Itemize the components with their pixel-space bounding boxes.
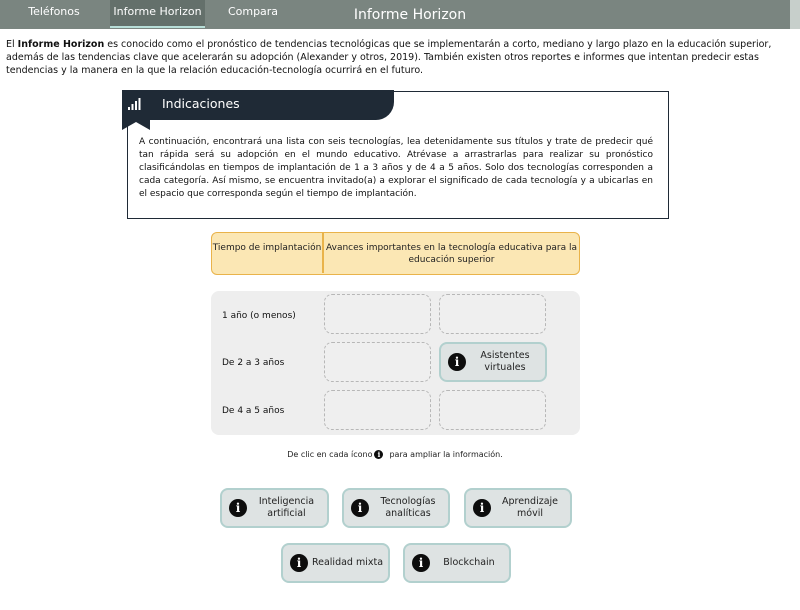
drop-slot-1-year-b[interactable] bbox=[439, 294, 546, 334]
column-header-advances: Avances importantes en la tecnología educativa para la educación superior bbox=[325, 243, 578, 265]
intro-bold-term: Informe Horizon bbox=[17, 39, 105, 50]
top-nav-bar bbox=[0, 0, 800, 42]
drop-slot-4-5-years-b[interactable] bbox=[439, 390, 546, 430]
intro-prefix: El bbox=[6, 39, 18, 50]
info-icon[interactable]: i bbox=[473, 499, 491, 517]
info-icon[interactable]: i bbox=[351, 499, 369, 517]
tab-compara[interactable]: Compara bbox=[227, 5, 279, 18]
option-chip-aprendizaje-movil[interactable] bbox=[464, 488, 572, 528]
row-label-4-5-years: De 4 a 5 años bbox=[222, 406, 285, 416]
option-chip-blockchain[interactable] bbox=[403, 543, 511, 583]
top-bar-edge bbox=[790, 0, 800, 29]
tab-informe-horizon[interactable]: Informe Horizon bbox=[110, 0, 205, 28]
chip-label: Inteligencia artificial bbox=[258, 496, 315, 519]
tab-telefonos-inteligentes[interactable]: Teléfonos inteligentes bbox=[21, 5, 87, 42]
drop-grid bbox=[211, 291, 580, 435]
signal-bars-icon bbox=[128, 98, 142, 110]
chip-label: Aprendizaje móvil bbox=[501, 496, 559, 519]
chip-label: Tecnologías analíticas bbox=[380, 496, 436, 519]
table-header bbox=[211, 232, 580, 275]
intro-rest: es conocido como el pronóstico de tendencias tecnológicas que se implementarán a corto, mediano y largo plazo en la educación superior, además de las tendencias clave que acelerarán su adopción (Alexander y otros, 2019). También existen otros reportes e informes que intentan predecir estas tendencias y la manera en la que la relación educación-tecnología ocurrirá en el futuro. bbox=[6, 39, 772, 76]
page-title: Informe Horizon bbox=[353, 7, 467, 23]
row-label-2-3-years: De 2 a 3 años bbox=[222, 358, 285, 368]
chip-label: Blockchain bbox=[443, 557, 495, 568]
placed-chip-asistentes-virtuales[interactable] bbox=[439, 342, 547, 382]
row-label-1-year: 1 año (o menos) bbox=[222, 311, 296, 321]
drop-slot-2-3-years-a[interactable] bbox=[324, 342, 431, 382]
indications-title: Indicaciones bbox=[162, 96, 240, 111]
info-icon[interactable]: i bbox=[412, 554, 430, 572]
info-icon[interactable]: i bbox=[448, 353, 466, 371]
info-hint bbox=[220, 450, 570, 459]
chip-label: Realidad mixta bbox=[311, 557, 384, 568]
info-icon-small: i bbox=[374, 450, 383, 459]
info-icon[interactable]: i bbox=[290, 554, 308, 572]
option-chip-realidad-mixta[interactable] bbox=[281, 543, 390, 583]
drop-slot-4-5-years-a[interactable] bbox=[324, 390, 431, 430]
option-chip-tecnologias-analiticas[interactable] bbox=[342, 488, 450, 528]
chip-label: Asistentes virtuales bbox=[480, 350, 530, 373]
info-icon[interactable]: i bbox=[229, 499, 247, 517]
option-chip-inteligencia-artificial[interactable] bbox=[220, 488, 329, 528]
intro-paragraph bbox=[6, 38, 791, 77]
column-header-time: Tiempo de implantación bbox=[212, 243, 322, 253]
hint-before: De clic en cada ícono bbox=[287, 450, 373, 459]
indications-text: A continuación, encontrará una lista con seis tecnologías, lea detenidamente sus títulos y trate de predecir qué tan rápida será su adopción en el mundo educativo. Atrévase a arrastrarlas para realizar su pronóstico clasificándolas en tiempos de implantación de 1 a 3 años y de 4 a 5 años. Solo dos tecnologías corresponden a cada categoría. Así mismo, se encuentra invitado(a) a explorar el significado de cada tecnología y a ubicarlas en el espacio que corresponda según el tiempo de implantación. bbox=[139, 137, 653, 199]
drop-slot-1-year-a[interactable] bbox=[324, 294, 431, 334]
hint-after: para ampliar la información. bbox=[389, 450, 503, 459]
